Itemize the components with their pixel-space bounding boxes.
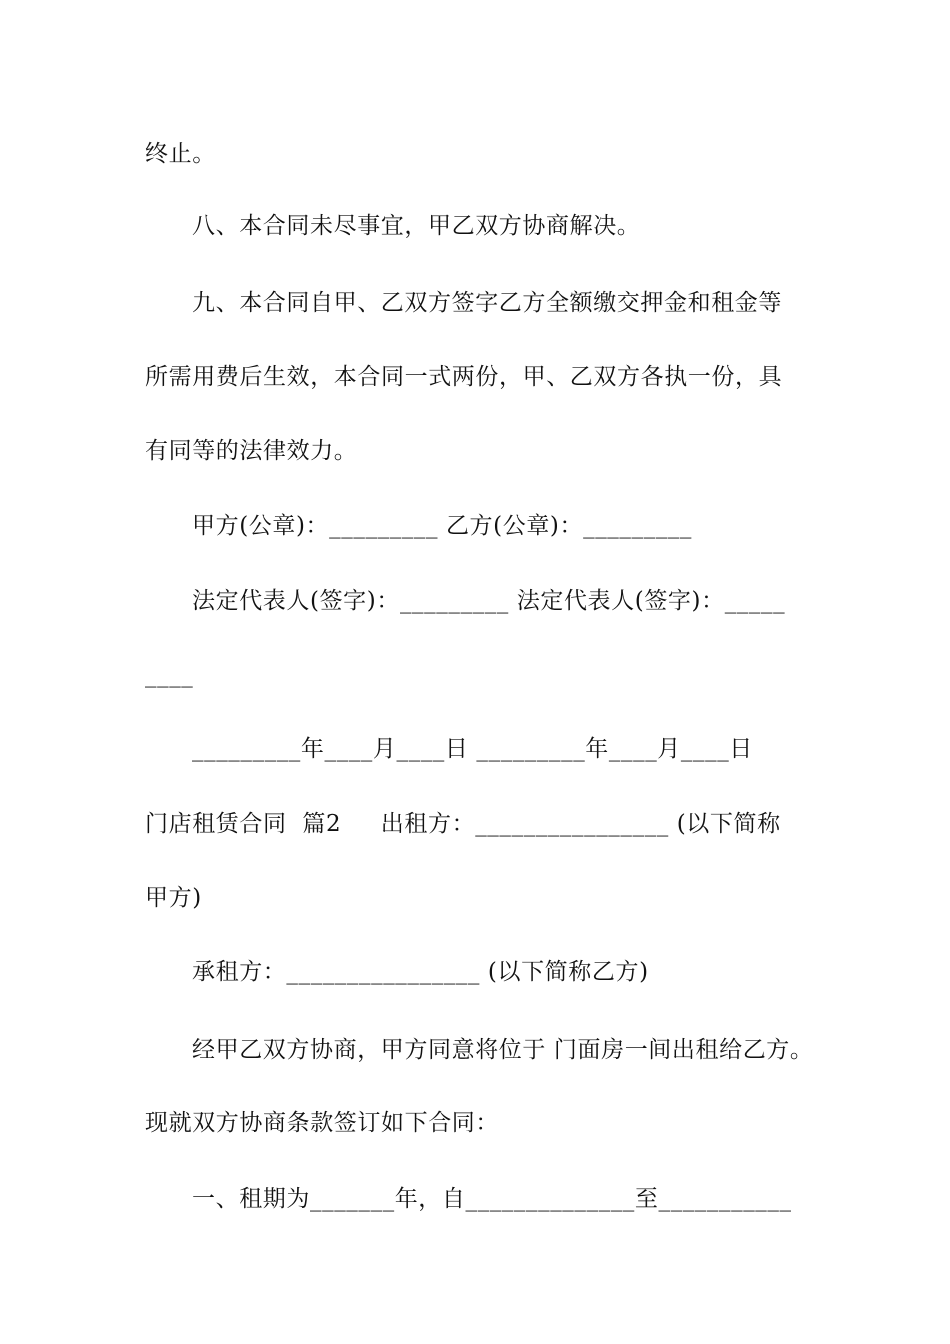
text-line: 九、本合同自甲、乙双方签字乙方全额缴交押金和租金等	[192, 290, 782, 316]
text-line: 甲方)	[145, 885, 202, 911]
text-line: 现就双方协商条款签订如下合同：	[145, 1110, 499, 1136]
signature-line-representative: 法定代表人(签字)：_________ 法定代表人(签字)：_____	[192, 588, 786, 614]
text-line: ____	[145, 662, 194, 688]
date-line: _________年____月____日 _________年____月____日	[192, 736, 753, 762]
signature-line-seal: 甲方(公章)：_________ 乙方(公章)：_________	[192, 513, 693, 539]
lease-term-line: 一、租期为_______年，自______________至___________	[192, 1186, 792, 1212]
section-heading-line: 门店租赁合同 篇2 出租方：________________ (以下简称	[145, 811, 781, 837]
tenant-line: 承租方：________________ (以下简称乙方)	[192, 959, 649, 985]
text-line: 所需用费后生效，本合同一式两份，甲、乙双方各执一份，具	[145, 364, 783, 390]
text-line: 八、本合同未尽事宜，甲乙双方协商解决。	[192, 213, 641, 239]
text-line: 有同等的法律效力。	[145, 438, 358, 464]
text-line: 经甲乙双方协商，甲方同意将位于 门面房一间出租给乙方。	[192, 1037, 814, 1063]
text-line: 终止。	[145, 141, 216, 167]
